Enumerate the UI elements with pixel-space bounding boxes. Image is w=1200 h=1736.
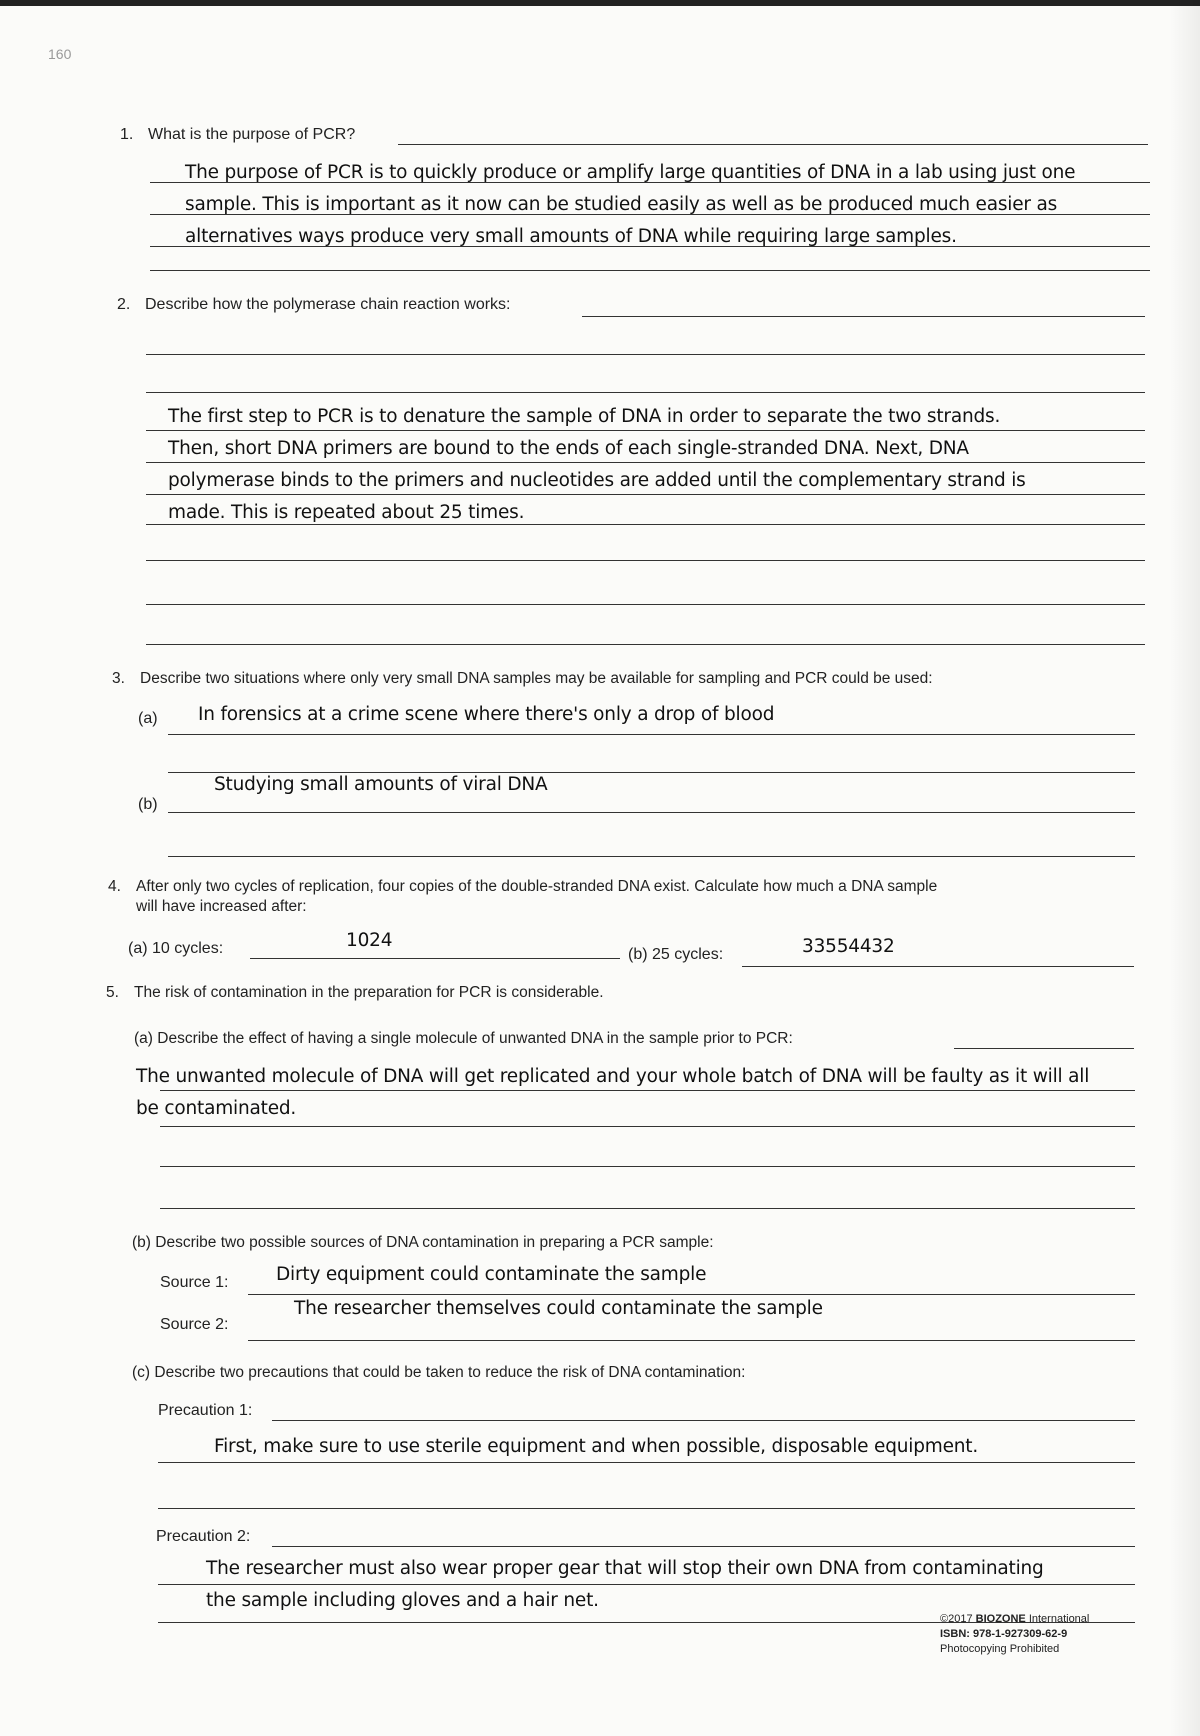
answer-line — [146, 604, 1145, 605]
q2-answer-line-3[interactable]: polymerase binds to the primers and nucleotides are added until the complementary strand is — [168, 470, 1026, 491]
question-2 — [117, 296, 511, 314]
question-3-text: Describe two situations where only very small DNA samples may be available for sampling and PCR could be used: — [140, 670, 933, 687]
question-4 — [108, 878, 937, 896]
q5-a-text: (a) Describe the effect of having a single molecule of unwanted DNA in the sample prior to PCR: — [134, 1030, 793, 1047]
answer-line — [168, 812, 1135, 813]
answer-line — [160, 1208, 1135, 1209]
source-1-label: Source 1: — [160, 1274, 229, 1291]
answer-line — [168, 734, 1135, 735]
question-5-number: 5. — [106, 984, 119, 1001]
question-1-text: What is the purpose of PCR? — [148, 126, 356, 143]
isbn: ISBN: 978-1-927309-62-9 — [940, 1628, 1068, 1640]
q4-a-answer[interactable]: 1024 — [346, 930, 393, 951]
copyright-line — [940, 1612, 1089, 1627]
source-2-answer[interactable]: The researcher themselves could contaminate the sample — [294, 1298, 823, 1319]
answer-line — [954, 1048, 1134, 1049]
q5-a-answer-line-1[interactable]: The unwanted molecule of DNA will get replicated and your whole batch of DNA will be faulty as it will all — [136, 1066, 1090, 1087]
answer-line — [272, 1546, 1135, 1547]
q2-answer-line-4[interactable]: made. This is repeated about 25 times. — [168, 502, 525, 523]
q5-a-answer-line-2[interactable]: be contaminated. — [136, 1098, 297, 1119]
answer-line — [146, 524, 1145, 525]
answer-line — [158, 1584, 1135, 1585]
scan-top-edge — [0, 0, 1200, 6]
q2-answer-line-1[interactable]: The first step to PCR is to denature the sample of DNA in order to separate the two strands. — [168, 406, 1001, 427]
answer-line — [248, 1294, 1135, 1295]
question-5 — [106, 984, 604, 1002]
answer-line — [150, 270, 1150, 271]
question-3 — [112, 670, 933, 688]
answer-line — [168, 856, 1135, 857]
q3-b-answer[interactable]: Studying small amounts of viral DNA — [214, 774, 548, 795]
answer-line — [742, 966, 1134, 967]
q3-a-answer[interactable]: In forensics at a crime scene where there's only a drop of blood — [198, 704, 775, 725]
answer-line — [250, 958, 620, 959]
precaution-2-label: Precaution 2: — [156, 1528, 251, 1545]
answer-line — [160, 1166, 1135, 1167]
photocopy-notice: Photocopying Prohibited — [940, 1643, 1060, 1655]
precaution-2-answer-line-1[interactable]: The researcher must also wear proper gear that will stop their own DNA from contaminating — [206, 1558, 1044, 1579]
source-1-answer[interactable]: Dirty equipment could contaminate the sample — [276, 1264, 707, 1285]
q2-answer-line-2[interactable]: Then, short DNA primers are bound to the ends of each single-stranded DNA. Next, DNA — [168, 438, 969, 459]
answer-line — [168, 772, 1135, 773]
answer-line — [146, 462, 1145, 463]
q3-b-label: (b) — [138, 796, 158, 813]
brand-name: BIOZONE — [975, 1613, 1026, 1625]
q5-b-text: (b) Describe two possible sources of DNA contamination in preparing a PCR sample: — [132, 1234, 714, 1251]
question-4-number: 4. — [108, 878, 121, 895]
brand-suffix: International — [1025, 1613, 1090, 1625]
answer-line — [146, 430, 1145, 431]
scan-shadow — [1170, 0, 1200, 1736]
question-4-text-line-1: After only two cycles of replication, four copies of the double-stranded DNA exist. Calculate how much a DNA sample — [136, 878, 938, 895]
question-2-number: 2. — [117, 296, 131, 313]
answer-line — [248, 1340, 1135, 1341]
source-2-label: Source 2: — [160, 1316, 229, 1333]
page-number: 160 — [48, 46, 72, 62]
precaution-1-answer[interactable]: First, make sure to use sterile equipment and when possible, disposable equipment. — [214, 1436, 979, 1457]
precaution-2-answer-line-2[interactable]: the sample including gloves and a hair net. — [206, 1590, 599, 1611]
answer-line — [146, 392, 1145, 393]
answer-line — [160, 1126, 1135, 1127]
answer-line — [582, 316, 1145, 317]
answer-line — [158, 1508, 1135, 1509]
answer-line — [146, 354, 1145, 355]
q4-a-label: (a) 10 cycles: — [128, 940, 224, 957]
question-1-number: 1. — [120, 126, 134, 143]
answer-line — [160, 1090, 1135, 1091]
answer-line — [146, 644, 1145, 645]
answer-line — [398, 144, 1148, 145]
answer-line — [150, 182, 1150, 183]
question-5-text: The risk of contamination in the preparation for PCR is considerable. — [134, 984, 604, 1001]
q1-answer-line-1[interactable]: The purpose of PCR is to quickly produce or amplify large quantities of DNA in a lab using just one — [185, 162, 1076, 183]
precaution-1-label: Precaution 1: — [158, 1402, 253, 1419]
question-3-number: 3. — [112, 670, 125, 687]
question-2-text: Describe how the polymerase chain reaction works: — [145, 296, 511, 313]
answer-line — [150, 246, 1150, 247]
answer-line — [150, 214, 1150, 215]
q3-a-label: (a) — [138, 710, 158, 727]
q4-b-label: (b) 25 cycles: — [628, 946, 724, 963]
copyright-footer — [940, 1612, 1089, 1657]
question-1 — [120, 126, 355, 144]
answer-line — [158, 1462, 1135, 1463]
q5-c-text: (c) Describe two precautions that could be taken to reduce the risk of DNA contamination: — [132, 1364, 746, 1381]
q1-answer-line-3[interactable]: alternatives ways produce very small amounts of DNA while requiring large samples. — [185, 226, 957, 247]
copyright-prefix: ©2017 — [940, 1613, 976, 1625]
q1-answer-line-2[interactable]: sample. This is important as it now can be studied easily as well as be produced much easier as — [185, 194, 1058, 215]
q4-b-answer[interactable]: 33554432 — [802, 936, 895, 957]
answer-line — [146, 560, 1145, 561]
answer-line — [272, 1420, 1135, 1421]
answer-line — [146, 494, 1145, 495]
question-4-line-2: will have increased after: — [136, 898, 307, 915]
